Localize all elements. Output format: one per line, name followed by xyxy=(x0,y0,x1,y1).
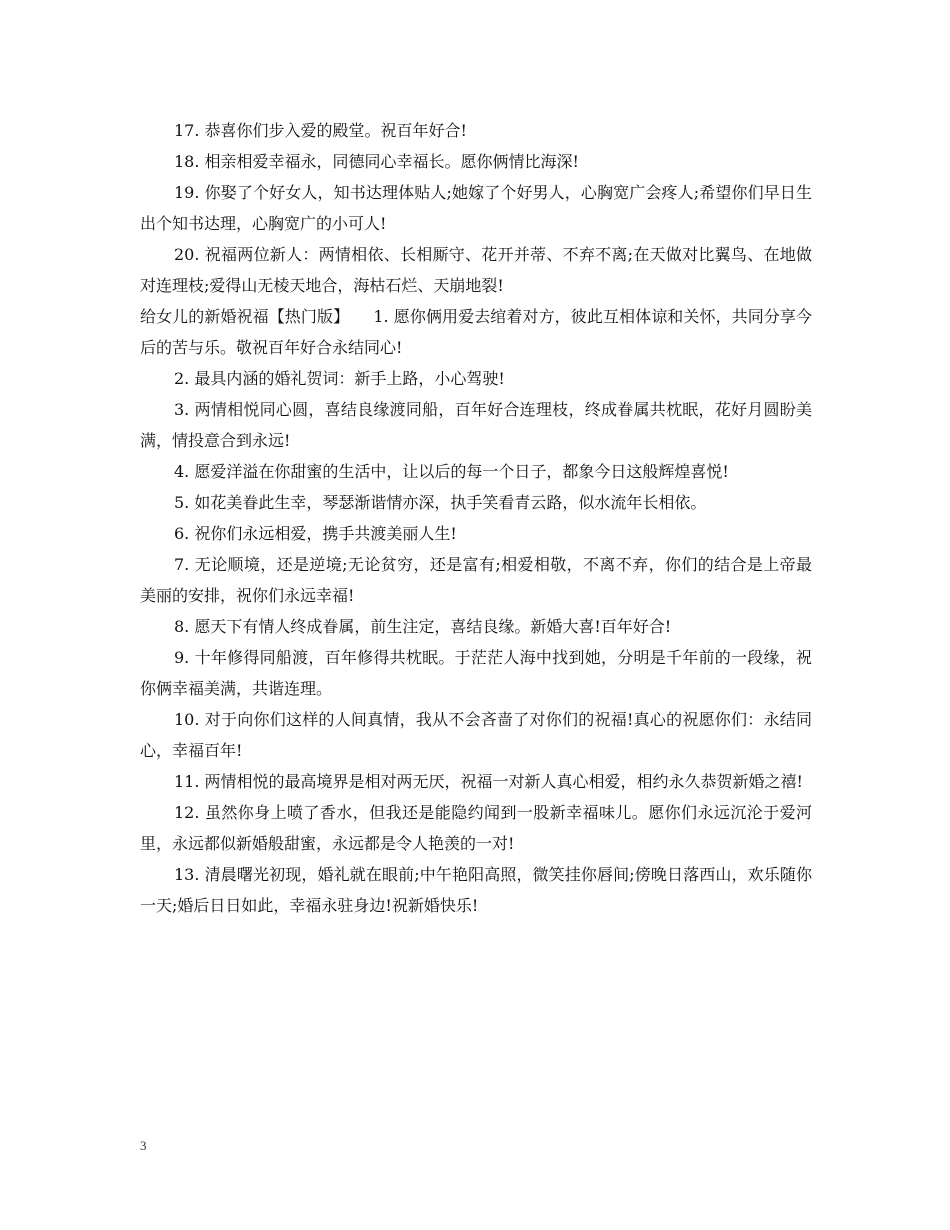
paragraph-8: 8. 愿天下有情人终成眷属，前生注定，喜结良缘。新婚大喜!百年好合! xyxy=(174,617,672,636)
document-body xyxy=(140,115,812,921)
paragraph-12: 12. 虽然你身上喷了香水，但我还是能隐约闻到一股新幸福味儿。愿你们永远沉沦于爱河里，永远都似新婚般甜蜜，永远都是令人艳羡的一对! xyxy=(140,803,812,853)
paragraph-11: 11. 两情相悦的最高境界是相对两无厌，祝福一对新人真心相爱，相约永久恭贺新婚之禧! xyxy=(174,772,803,791)
section-heading-with-item-1: 给女儿的新婚祝福【热门版】 1. 愿你俩用爱去绾着对方，彼此互相体谅和关怀，共同分享今后的苦与乐。敬祝百年好合永结同心! xyxy=(140,307,812,357)
paragraph-7: 7. 无论顺境，还是逆境;无论贫穷，还是富有;相爱相敬，不离不弃，你们的结合是上帝最美丽的安排，祝你们永远幸福! xyxy=(140,555,812,605)
paragraph-3: 3. 两情相悦同心圆，喜结良缘渡同船，百年好合连理枝，终成眷属共枕眠，花好月圆盼美满，情投意合到永远! xyxy=(140,400,812,450)
page-number: 3 xyxy=(140,1138,147,1153)
paragraph-6: 6. 祝你们永远相爱，携手共渡美丽人生! xyxy=(174,524,457,543)
paragraph-2: 2. 最具内涵的婚礼贺词：新手上路，小心驾驶! xyxy=(174,369,505,388)
paragraph-19: 19. 你娶了个好女人，知书达理体贴人;她嫁了个好男人，心胸宽广会疼人;希望你们早日生出个知书达理，心胸宽广的小可人! xyxy=(140,183,812,233)
paragraph-9: 9. 十年修得同船渡，百年修得共枕眠。于茫茫人海中找到她，分明是千年前的一段缘，祝你俩幸福美满，共谐连理。 xyxy=(140,648,812,698)
paragraph-17: 17. 恭喜你们步入爱的殿堂。祝百年好合! xyxy=(174,121,467,140)
paragraph-10: 10. 对于向你们这样的人间真情，我从不会吝啬了对你们的祝福!真心的祝愿你们：永结同心，幸福百年! xyxy=(140,710,812,760)
paragraph-18: 18. 相亲相爱幸福永，同德同心幸福长。愿你俩情比海深! xyxy=(174,152,579,171)
paragraph-20: 20. 祝福两位新人：两情相依、长相厮守、花开并蒂、不弃不离;在天做对比翼鸟、在地做对连理枝;爱得山无棱天地合，海枯石烂、天崩地裂! xyxy=(140,245,812,295)
paragraph-13: 13. 清晨曙光初现，婚礼就在眼前;中午艳阳高照，微笑挂你唇间;傍晚日落西山，欢乐随你一天;婚后日日如此，幸福永驻身边!祝新婚快乐! xyxy=(140,865,812,915)
paragraph-4: 4. 愿爱洋溢在你甜蜜的生活中，让以后的每一个日子，都象今日这般辉煌喜悦! xyxy=(174,462,729,481)
paragraph-5: 5. 如花美眷此生幸，琴瑟渐谐情亦深，执手笑看青云路，似水流年长相依。 xyxy=(174,493,707,512)
